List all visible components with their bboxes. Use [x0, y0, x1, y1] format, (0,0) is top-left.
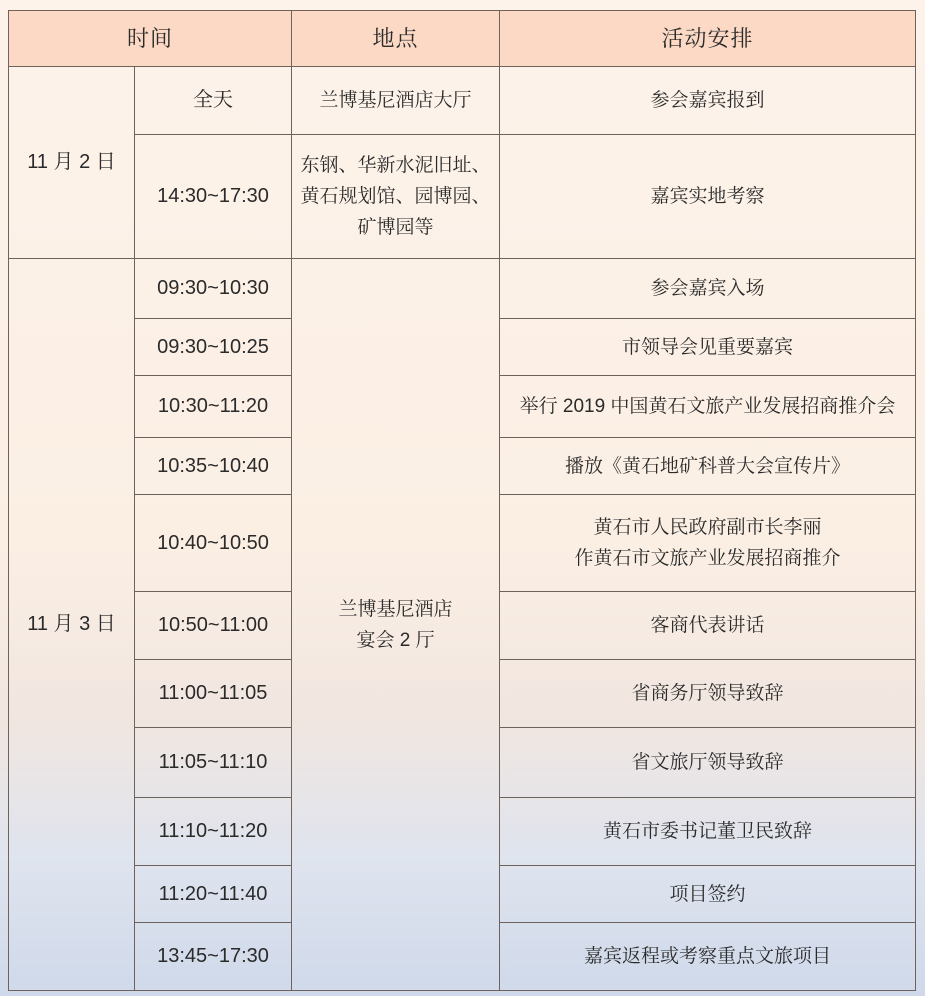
- activity-line: 市领导会见重要嘉宾: [622, 336, 794, 358]
- place-cell: [292, 67, 500, 135]
- activity-cell: [500, 866, 916, 923]
- header-time: 时间: [9, 11, 292, 67]
- place-line: 东钢、华新水泥旧址、: [300, 155, 491, 176]
- header-place: 地点: [292, 11, 500, 67]
- activity-line: 省文旅厅领导致辞: [631, 752, 784, 773]
- activity-line: 嘉宾实地考察: [650, 186, 765, 207]
- activity-line: 播放《黄石地矿科普大会宣传片》: [565, 455, 851, 477]
- header-activity: 活动安排: [500, 11, 916, 67]
- time-cell: 10:35~10:40: [135, 438, 292, 495]
- activity-cell: [500, 135, 916, 259]
- place-cell-merged: [292, 259, 500, 991]
- place-cell: [292, 135, 500, 259]
- activity-cell: [500, 798, 916, 866]
- place-line: 兰博基尼酒店: [338, 598, 453, 620]
- time-cell: 09:30~10:25: [135, 319, 292, 376]
- time-cell: 11:00~11:05: [135, 660, 292, 728]
- activity-cell: [500, 319, 916, 376]
- time-cell: 11:05~11:10: [135, 728, 292, 798]
- activity-cell: [500, 438, 916, 495]
- activity-cell: [500, 923, 916, 991]
- activity-line: 参会嘉宾报到: [650, 90, 765, 111]
- time-cell: 10:50~11:00: [135, 592, 292, 660]
- activity-cell: [500, 592, 916, 660]
- activity-line: 客商代表讲话: [650, 615, 765, 636]
- activity-line: 举行 2019 中国黄石文旅产业发展招商推介会: [519, 396, 896, 417]
- table-row: [9, 67, 916, 135]
- place-line: 黄石规划馆、园博园、: [300, 186, 491, 207]
- activity-line: 嘉宾返程或考察重点文旅项目: [584, 946, 832, 967]
- activity-line: 黄石市人民政府副市长李丽: [593, 517, 822, 538]
- place-line: 宴会 2 厅: [356, 629, 435, 651]
- time-cell: 10:30~11:20: [135, 376, 292, 438]
- activity-line: 黄石市委书记董卫民致辞: [603, 821, 813, 842]
- time-cell: 11:20~11:40: [135, 866, 292, 923]
- schedule-table: [8, 10, 916, 991]
- activity-cell: [500, 259, 916, 319]
- activity-cell: [500, 495, 916, 592]
- activity-cell: [500, 67, 916, 135]
- date-cell-day1: 11 月 2 日: [9, 67, 135, 259]
- time-cell: 11:10~11:20: [135, 798, 292, 866]
- place-line: 兰博基尼酒店大厅: [319, 90, 472, 111]
- place-line: 矿博园等: [357, 217, 434, 238]
- activity-line: 项目签约: [669, 883, 746, 905]
- time-cell: 10:40~10:50: [135, 495, 292, 592]
- time-cell: 13:45~17:30: [135, 923, 292, 991]
- activity-cell: [500, 728, 916, 798]
- table-row: [9, 135, 916, 259]
- activity-cell: [500, 660, 916, 728]
- time-cell: 09:30~10:30: [135, 259, 292, 319]
- activity-line: 参会嘉宾入场: [650, 278, 765, 299]
- date-cell-day2: 11 月 3 日: [9, 259, 135, 991]
- table-row: [9, 259, 916, 319]
- header-row: [9, 11, 916, 67]
- activity-cell: [500, 376, 916, 438]
- time-cell: 14:30~17:30: [135, 135, 292, 259]
- activity-line: 省商务厅领导致辞: [631, 683, 784, 704]
- activity-line: 作黄石市文旅产业发展招商推介: [574, 548, 841, 569]
- time-cell: 全天: [135, 67, 292, 135]
